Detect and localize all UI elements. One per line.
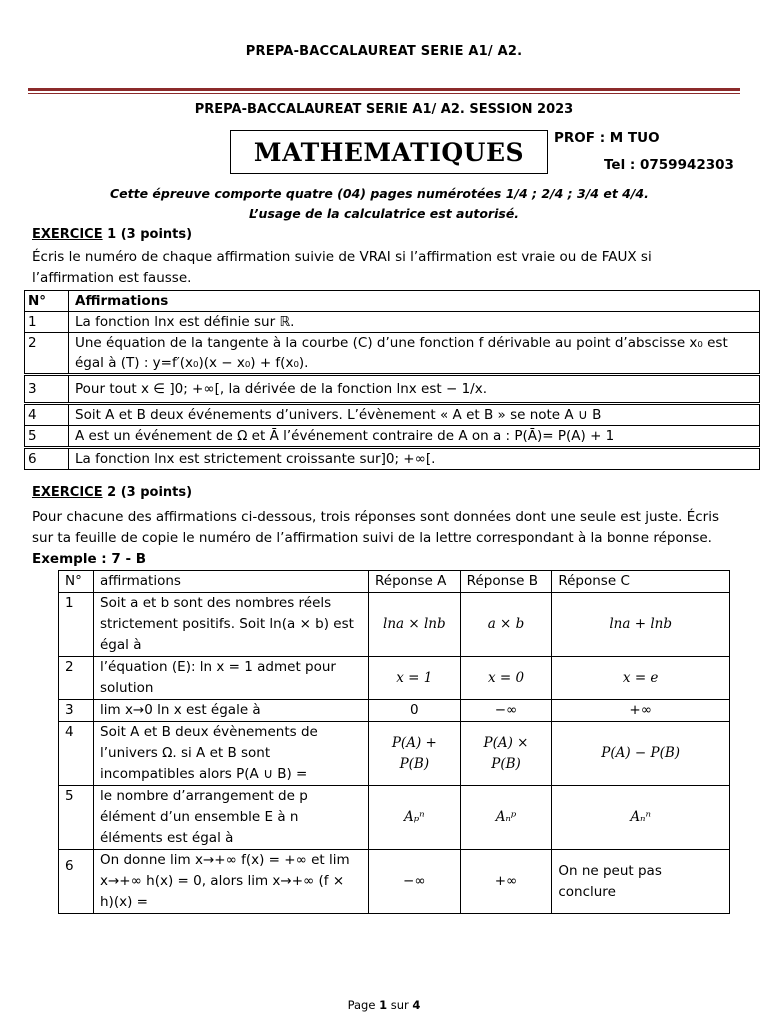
table-row: 1 Soit a et b sont des nombres réels strictement positifs. Soit ln(a × b) est égal à lna × lnb a × b lna + lnb <box>59 593 730 657</box>
intro-calculator: L’usage de la calculatrice est autorisé. <box>248 206 520 221</box>
page-footer: Page 1 sur 4 <box>347 998 421 1012</box>
exercise2-title: EXERCICE 2 (3 points) <box>32 485 193 500</box>
subject-title: MATHEMATIQUES <box>253 137 525 167</box>
exercise1-title: EXERCICE 1 (3 points) <box>32 227 193 242</box>
document-header-title: PREPA-BACCALAUREAT SERIE A1/ A2. <box>245 44 523 59</box>
header-rule-thin <box>28 93 740 94</box>
table-header: N° <box>25 291 69 312</box>
table-row: 6 On donne lim x→+∞ f(x) = +∞ et lim x→+∞ h(x) = 0, alors lim x→+∞ (f × h)(x) = −∞ +∞ On ne peut pas conclure <box>59 850 730 914</box>
table-header: affirmations <box>94 571 369 593</box>
table-header: N° <box>59 571 94 593</box>
table-row: 3 Pour tout x ∈ ]0; +∞[, la dérivée de la fonction lnx est − 1/x. <box>25 375 760 404</box>
session-title: PREPA-BACCALAUREAT SERIE A1/ A2. SESSION 2023 <box>194 102 574 117</box>
exercise1-instruction: Écris le numéro de chaque affirmation suivie de VRAI si l’affirmation est vraie ou de FAUX si l’affirmation est fausse. <box>32 249 652 286</box>
table-row: 5 le nombre d’arrangement de p élément d’un ensemble E à n éléments est égal à Aₚⁿ Aₙᵖ Aₙⁿ <box>59 786 730 850</box>
table-row: 4 Soit A et B deux évènements de l’univers Ω. si A et B sont incompatibles alors P(A ∪ B) = P(A) + P(B) P(A) × P(B) P(A) − P(B) <box>59 722 730 786</box>
exercise2-instruction: Pour chacune des affirmations ci-dessous, trois réponses sont données dont une seule est juste. Écris sur ta feuille de copie le numéro de l’affirmation suivi de la lettre correspondant à la bonne réponse. Exemple : 7 - B <box>32 509 720 567</box>
table-row: 5 A est un événement de Ω et Ā l’événement contraire de A on a : P(Ā)= P(A) + 1 <box>25 426 760 448</box>
example-label: Exemple : 7 - B <box>32 551 147 567</box>
table-row: 3 lim x→0 ln x est égale à 0 −∞ +∞ <box>59 700 730 722</box>
table-header: Réponse B <box>460 571 552 593</box>
header-rule-thick <box>28 88 740 91</box>
table-row: 2 Une équation de la tangente à la courbe (C) d’une fonction f dérivable au point d’abscisse x₀ est égal à (T) : y=f′(x₀)(x − x₀) + f(x₀). <box>25 333 760 375</box>
exercise2-table <box>58 570 730 914</box>
subject-box <box>230 130 548 174</box>
prof-label: PROF : M TUO <box>554 130 660 146</box>
table-row: 2 l’équation (E): ln x = 1 admet pour solution x = 1 x = 0 x = e <box>59 657 730 700</box>
table-row: 6 La fonction lnx est strictement croissante sur]0; +∞[. <box>25 448 760 470</box>
table-header: Réponse C <box>552 571 730 593</box>
intro-pages: Cette épreuve comporte quatre (04) pages numérotées 1/4 ; 2/4 ; 3/4 et 4/4. <box>110 186 649 201</box>
table-row: 4 Soit A et B deux événements d’univers. L’évènement « A et B » se note A ∪ B <box>25 404 760 426</box>
table-header: Réponse A <box>369 571 461 593</box>
tel-label: Tel : 0759942303 <box>604 157 734 173</box>
table-header: Affirmations <box>69 291 760 312</box>
table-row: 1 La fonction lnx est définie sur ℝ. <box>25 312 760 333</box>
exercise1-table <box>24 290 760 470</box>
